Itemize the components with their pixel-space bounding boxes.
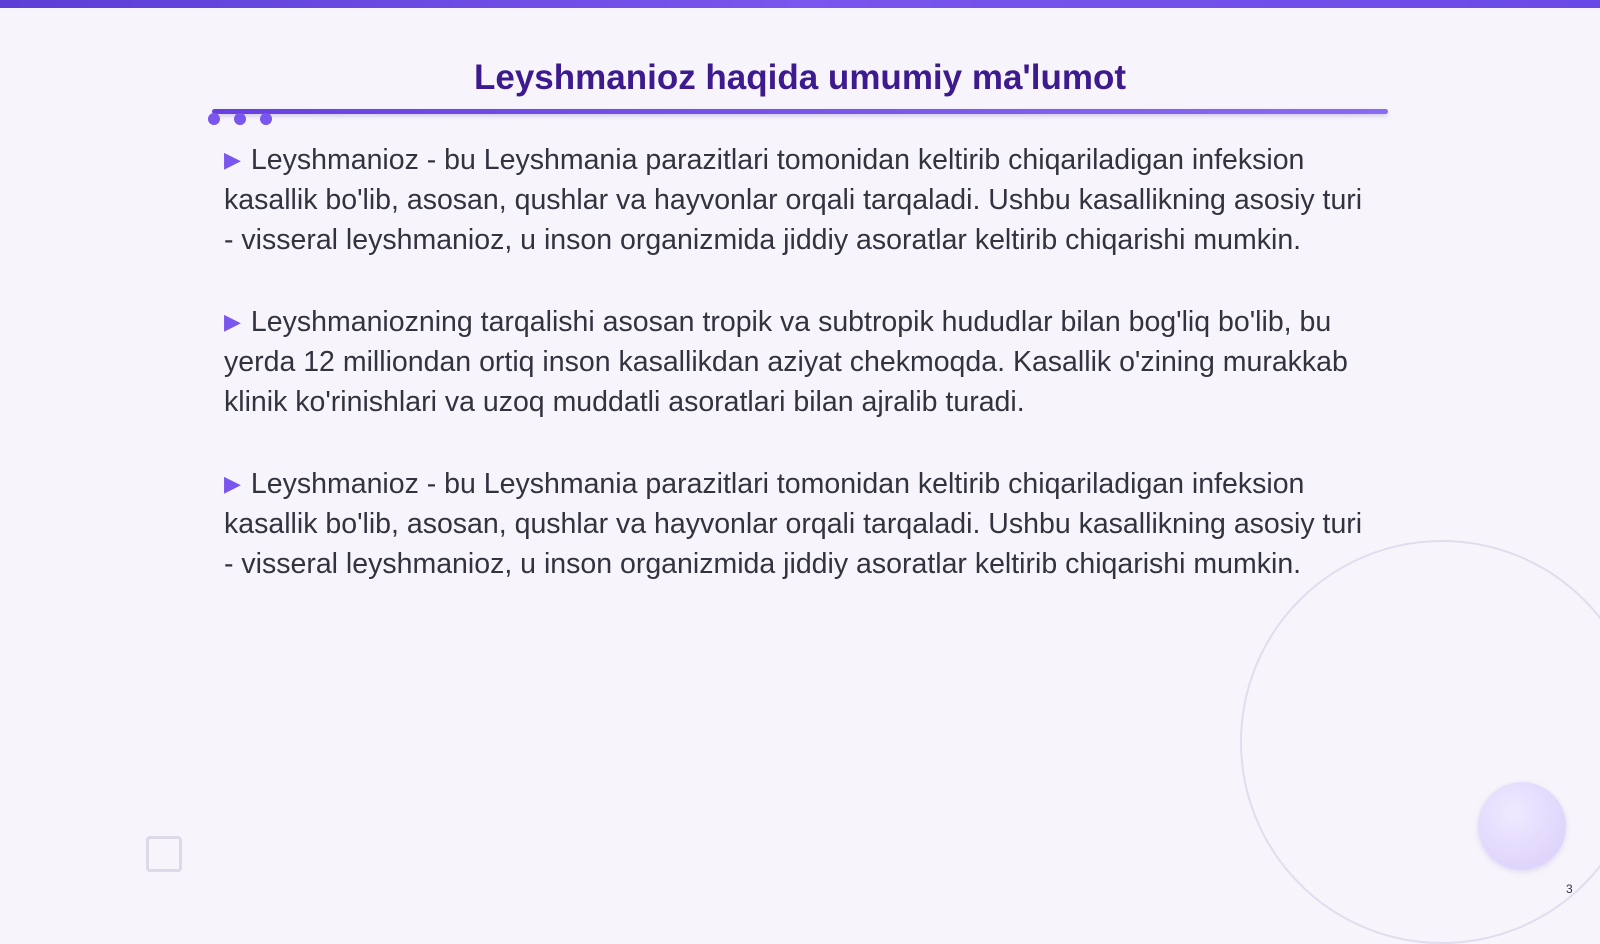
- triangle-bullet-icon: ▶: [224, 309, 241, 334]
- triangle-bullet-icon: ▶: [224, 471, 241, 496]
- bullet-paragraph: [224, 302, 1364, 422]
- underline-dot: [260, 113, 272, 125]
- paragraph-text: Leyshmaniozning tarqalishi asosan tropik va subtropik hududlar bilan bog'liq bo'lib, bu yerda 12 milliondan ortiq inson kasallikdan aziyat chekmoqda. Kasallik o'zining murakkab klinik ko'rinishlari va uzoq muddatli asoratlari bilan ajralib turadi.: [224, 306, 1348, 418]
- bullet-paragraph: [224, 464, 1364, 584]
- triangle-bullet-icon: ▶: [224, 147, 241, 172]
- paragraph-text: Leyshmanioz - bu Leyshmania parazitlari tomonidan keltirib chiqariladigan infeksion kasallik bo'lib, asosan, qushlar va hayvonlar orqali tarqaladi. Ushbu kasallikning asosiy turi - visseral leyshmanioz, u inson organizmida jiddiy asoratlar keltirib chiqarishi mumkin.: [224, 468, 1363, 580]
- page-number: 3: [1566, 882, 1573, 896]
- underline-dot: [208, 113, 220, 125]
- top-accent-bar: [0, 0, 1600, 8]
- underline-dot: [234, 113, 246, 125]
- bullet-paragraph: [224, 140, 1364, 260]
- title-underline: [212, 109, 1388, 114]
- paragraph-text: Leyshmanioz - bu Leyshmania parazitlari tomonidan keltirib chiqariladigan infeksion kasallik bo'lib, asosan, qushlar va hayvonlar orqali tarqaladi. Ushbu kasallikning asosiy turi - visseral leyshmanioz, u inson organizmida jiddiy asoratlar keltirib chiqarishi mumkin.: [224, 144, 1363, 256]
- decorative-square: [146, 836, 182, 872]
- slide-content: [224, 140, 1364, 626]
- decorative-circle-filled: [1478, 782, 1566, 870]
- slide-title: Leyshmanioz haqida umumiy ma'lumot: [473, 58, 1127, 97]
